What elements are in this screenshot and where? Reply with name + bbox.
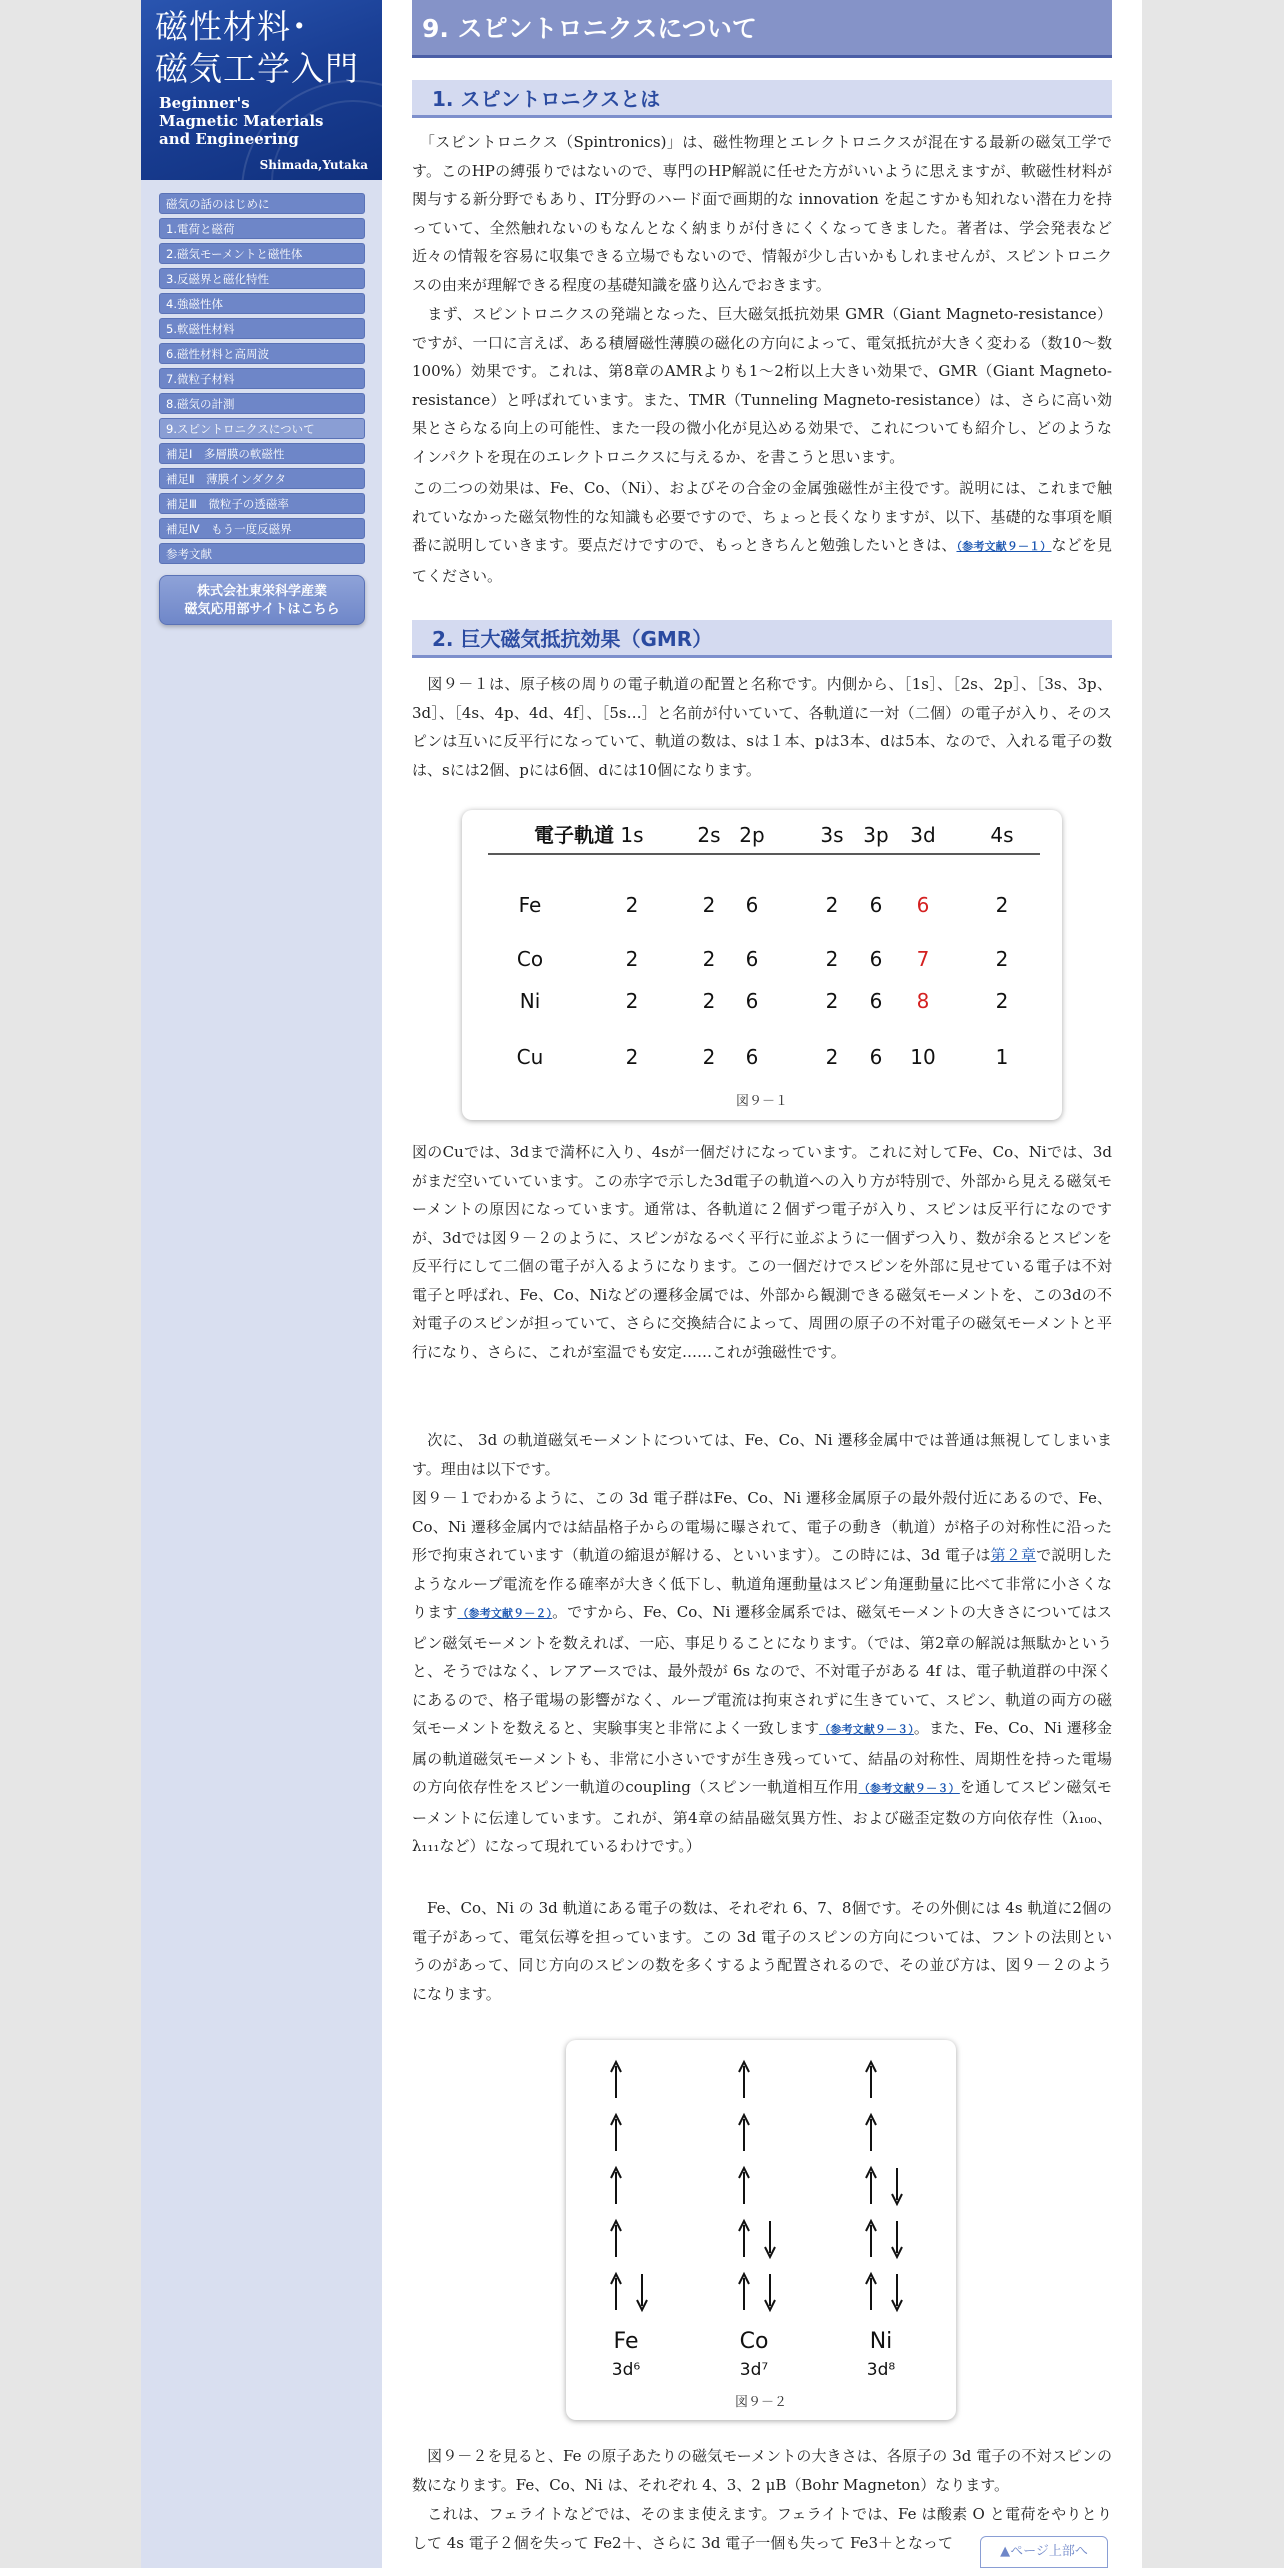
table-cell-value: 2 [625, 947, 639, 971]
logo-english-title [159, 94, 324, 148]
paragraph-intro: 「スピントロニクス（Spintronics)」は、磁性物理とエレクトロニクスが混在する最新の磁気工学です。このHPの縛張りではないので、専門のHP解説に任せた方がいいように思えますが、軟磁性材料が関与する新分野でもあり、IT分野のハード面で画期的な innovation を起こすかも知れない潜在力を持っていて、全然触れないのもなんとなく納まりが付きにくくなってきました。著者は、学会発表など近々の情報を容易に収集できる立場でもないので、情報が少し古いかもしれませんが、スピントロニクスの由来が理解できる程度の基礎知識を盛り込んでおきます。 [412, 133, 1112, 294]
table-header-cell: 1s [620, 823, 644, 847]
table-element-label: Cu [516, 1045, 544, 1069]
paragraph-crystal-field [412, 1484, 1112, 1896]
paragraph-text: 。ですから、Fe、Co、Ni 遷移金属系では、磁気モーメントの大きさについてはスピン磁気モーメントを数えれば、一応、事足りることになります。（では、第2章の解説は無駄かというと、そうではなく、レアアースでは、最外殻が 6s なので、不対電子がある 4f は、電子軌道群の中深くにあるので、格子電場の影響がなく、ループ電流は拘束されずに生きていて、スピン、軌道の両方の磁気モーメントを数えると、実験事実と非常によく一致します [412, 1603, 1112, 1737]
nav-item-ch7[interactable]: 7.微粒子材料 [159, 368, 365, 389]
nav-item-references[interactable]: 参考文献 [159, 543, 365, 564]
electron-configuration-label: 3d⁶ [611, 2360, 641, 2380]
table-cell-value: 6 [745, 893, 759, 917]
table-cell-value: 2 [825, 1045, 839, 1069]
paragraph-text: 図９－１でわかるように、この 3d 電子群はFe、Co、Ni 遷移金属原子の最外殻付近にあるので、Fe、Co、Ni 遷移金属内では結晶格子からの電場に曝されて、電子の動き（軌道）が格子の対称性に沿った形で拘束されています（軌道の縮退が解ける、といいます）。この時には、3d 電子は [412, 1489, 1112, 1564]
company-site-button[interactable] [159, 575, 365, 625]
table-cell-value: 2 [995, 893, 1009, 917]
table-header-cell: 4s [990, 823, 1014, 847]
nav-item-ch4[interactable]: 4.強磁性体 [159, 293, 365, 314]
section-heading-gmr: 2. 巨大磁気抵抗効果（GMR） [412, 620, 1112, 658]
figure-caption: 図９－２ [734, 2395, 788, 2410]
logo-en-line1: Beginner's [159, 94, 250, 112]
table-cell-value: 6 [916, 893, 930, 917]
nav-item-ch8[interactable]: 8.磁気の計測 [159, 393, 365, 414]
table-header-cell: 3s [820, 823, 844, 847]
table-cell-value: 6 [745, 1045, 759, 1069]
table-header-cell: 2p [739, 823, 765, 847]
table-header-cell: 3d [910, 823, 936, 847]
table-cell-value: 6 [745, 947, 759, 971]
figure-caption: 図９－１ [735, 1094, 789, 1109]
nav-item-ch9[interactable]: 9.スピントロニクスについて [159, 418, 365, 439]
company-button-line1: 株式会社東栄科学産業 [196, 584, 327, 599]
table-cell-value: 2 [702, 1045, 716, 1069]
table-element-label: Ni [519, 989, 541, 1013]
table-cell-value: 6 [869, 893, 883, 917]
electron-configuration-label: 3d⁷ [739, 2360, 769, 2380]
paragraph-orbital-moment: 次に、 3d の軌道磁気モーメントについては、Fe、Co、Ni 遷移金属中では普通は無視してしまいます。理由は以下です。 [412, 1431, 1112, 1478]
table-cell-value: 6 [745, 989, 759, 1013]
paragraph-3d-electrons: 図のCuでは、3dまで満杯に入り、4sが一個だけになっています。これに対してFe、Co、Niでは、3dがまだ空いていています。この赤字で示した3d電子の軌道への入り方が特別で、外部から見える磁気モーメントの原因になっています。通常は、各軌道に２個ずつ電子が入り、スピンは反平行になのですが、3dでは図９－２のように、スピンがなるべく平行に並ぶように一個ずつ入り、数が余るとスピンを反平行にして二個の電子が入るようになります。この一個だけでスピンを外部に見せている電子は不対電子と呼ばれ、Fe、Co、Niなどの遷移金属では、外部から観測できる磁気モーメントを、この3dの不対電子のスピンが担っていて、さらに交換結合によって、周囲の原子の不対電子の磁気モーメントと平行になり、さらに、これが室温でも安定……これが強磁性です。 [412, 1143, 1112, 1361]
company-button-line2: 磁気応用部サイトはこちら [184, 602, 340, 617]
table-cell-value: 2 [702, 893, 716, 917]
logo-author: Shimada,Yutaka [259, 158, 368, 172]
spin-arrangement-diagram [566, 2040, 956, 2420]
logo-title-line1: 磁性材料･ [155, 7, 309, 46]
table-cell-value: 2 [825, 947, 839, 971]
nav-item-sup1[interactable]: 補足Ⅰ 多層膜の軟磁性 [159, 443, 365, 464]
nav-item-ch1[interactable]: 1.電荷と磁荷 [159, 218, 365, 239]
nav-item-ch6[interactable]: 6.磁性材料と高周波 [159, 343, 365, 364]
chapter-2-link[interactable]: 第２章 [990, 1546, 1037, 1564]
nav-item-intro[interactable]: 磁気の話のはじめに [159, 193, 365, 214]
table-element-label: Co [516, 947, 544, 971]
table-cell-value: 2 [625, 1045, 639, 1069]
element-label: Co [739, 2329, 769, 2354]
logo-en-line2: Magnetic Materials [159, 112, 324, 130]
paragraph-text: この二つの効果は、Fe、Co、（Ni）、およびその合金の金属強磁性が主役です。説明には、これまで触れていなかった磁気物性的な知識も必要ですので、ちょっと長くなりますが、以下、基礎的な事項を順番に説明していきます。要点だけですので、もっときちんと勉強したいときは、 [412, 479, 1112, 554]
table-element-label: Fe [518, 893, 542, 917]
logo-en-line3: and Engineering [159, 130, 299, 148]
table-cell-value: 2 [995, 947, 1009, 971]
section-heading-spintronics: 1. スピントロニクスとは [412, 80, 1112, 118]
reference-link-9-1[interactable]: （参考文献９－１） [956, 540, 1052, 553]
reference-link-9-2[interactable]: （参考文献９－２） [457, 1607, 553, 1620]
paragraph-gmr-origin: まず、スピントロニクスの発端となった、巨大磁気抵抗効果 GMR（Giant Magneto-resistance）ですが、一口に言えば、ある積層磁性薄膜の磁化の方向によって、電気抵抗が大きく変わる（数10～数100%）効果です。これは、第8章のAMRよりも1～2桁以上大きい効果で、GMR（Giant Magneto-resistance）と呼ばれています。また、TMR（Tunneling Magneto-resistance）は、さらに高い効果とさらなる向上の可能性、また一段の微小化が見込める効果で、これについても紹介し、どのようなインパクトを現在のエレクトロニクスに与えるか、を書こうと思います。 [412, 305, 1112, 466]
table-cell-value: 2 [625, 893, 639, 917]
nav-item-ch3[interactable]: 3.反磁界と磁化特性 [159, 268, 365, 289]
figure-electron-orbitals [462, 810, 1062, 1120]
table-cell-value: 2 [825, 893, 839, 917]
element-label: Fe [613, 2329, 639, 2354]
paragraph-hund-rule: Fe、Co、Ni の 3d 軌道にある電子の数は、それぞれ 6、7、8個です。その外側には 4s 軌道に2個の電子があって、電気伝導を担っています。この 3d 電子のスピンの方向については、フントの法則というのがあって、同じ方向のスピンの数を多くするよう配置されるので、その並び方は、図９－２のようになります。 [412, 1899, 1112, 2003]
table-header-cell: 3p [863, 823, 889, 847]
table-cell-value: 1 [995, 1045, 1009, 1069]
table-cell-value: 7 [916, 947, 930, 971]
table-cell-value: 2 [702, 947, 716, 971]
paragraph-fe-co-ni [412, 474, 1112, 594]
nav-item-sup2[interactable]: 補足Ⅱ 薄膜インダクタ [159, 468, 365, 489]
paragraph-magnetic-moment: 図９－２を見ると、Fe の原子あたりの磁気モーメントの大きさは、各原子の 3d 電子の不対スピンの数になります。Fe、Co、Ni は、それぞれ 4、3、2 μB（Bohr Magneton）なります。 [412, 2447, 1112, 2494]
element-label: Ni [869, 2329, 893, 2354]
paragraph-text: を通してスピン磁気モーメントに伝達しています。これが、第4章の結晶磁気異方性、および磁歪定数の方向依存性（λ₁₀₀、λ₁₁₁など）になって現れているわけです。） [412, 1778, 1112, 1855]
table-cell-value: 2 [702, 989, 716, 1013]
paragraph-orbitals: 図９－１は、原子核の周りの電子軌道の配置と名称です。内側から、［1s］、［2s、2p］、［3s、3p、3d］、［4s、4p、4d、4f］、［5s…］と名前が付いていて、各軌道に一対（二個）の電子が入り、そのスピンは互いに反平行になっていて、軌道の数は、sは１本、pは3本、dは5本、なので、入れる電子の数は、sには2個、pには6個、dには10個になります。 [412, 675, 1112, 779]
page-title: 9. スピントロニクスについて [412, 0, 1112, 58]
table-cell-value: 2 [625, 989, 639, 1013]
table-cell-value: 2 [995, 989, 1009, 1013]
table-cell-value: 6 [869, 947, 883, 971]
electron-configuration-label: 3d⁸ [866, 2360, 896, 2380]
table-header-cell: 電子軌道 [534, 823, 614, 847]
sidebar-nav [159, 193, 365, 568]
logo-title [155, 6, 359, 90]
paragraph-ferrite: これは、フェライトなどでは、そのまま使えます。フェライトでは、Fe は酸素 O と電荷をやりとりして 4s 電子２個を失って Fe2＋、さらに 3d 電子一個も失って Fe3＋となって [412, 2505, 1112, 2552]
logo-title-line2: 磁気工学入門 [155, 49, 359, 88]
table-header-cell: 2s [697, 823, 721, 847]
reference-link-9-3b[interactable]: （参考文献９－３） [858, 1782, 960, 1795]
nav-item-ch2[interactable]: 2.磁気モーメントと磁性体 [159, 243, 365, 264]
nav-item-sup4[interactable]: 補足Ⅳ もう一度反磁界 [159, 518, 365, 539]
table-cell-value: 8 [916, 989, 930, 1013]
table-cell-value: 6 [869, 989, 883, 1013]
electron-orbital-table [462, 810, 1062, 1120]
table-cell-value: 2 [825, 989, 839, 1013]
table-cell-value: 6 [869, 1045, 883, 1069]
paragraph-text: 。また、Fe、Co、Ni 遷移金属の軌道磁気モーメントも、非常に小さいですが生き残っていて、結晶の対称性、周期性を持った電場の方向依存性をスピン一軌道のcoupling（スピン一軌道相互作用 [412, 1719, 1112, 1796]
paragraph-text: で説明したようなループ電流を作る確率が大きく低下し、軌道角運動量はスピン角運動量に比べて非常に小さくなります [412, 1546, 1112, 1621]
table-cell-value: 10 [910, 1045, 936, 1069]
site-logo[interactable] [141, 0, 382, 180]
reference-link-9-3[interactable]: （参考文献９－３） [819, 1723, 914, 1736]
back-to-top-button[interactable]: ▲ページ上部へ [980, 2536, 1108, 2568]
paragraph-text: などを見てください。 [412, 536, 1112, 585]
nav-item-sup3[interactable]: 補足Ⅲ 微粒子の透磁率 [159, 493, 365, 514]
figure-spin-arrangement [566, 2040, 956, 2420]
nav-item-ch5[interactable]: 5.軟磁性材料 [159, 318, 365, 339]
